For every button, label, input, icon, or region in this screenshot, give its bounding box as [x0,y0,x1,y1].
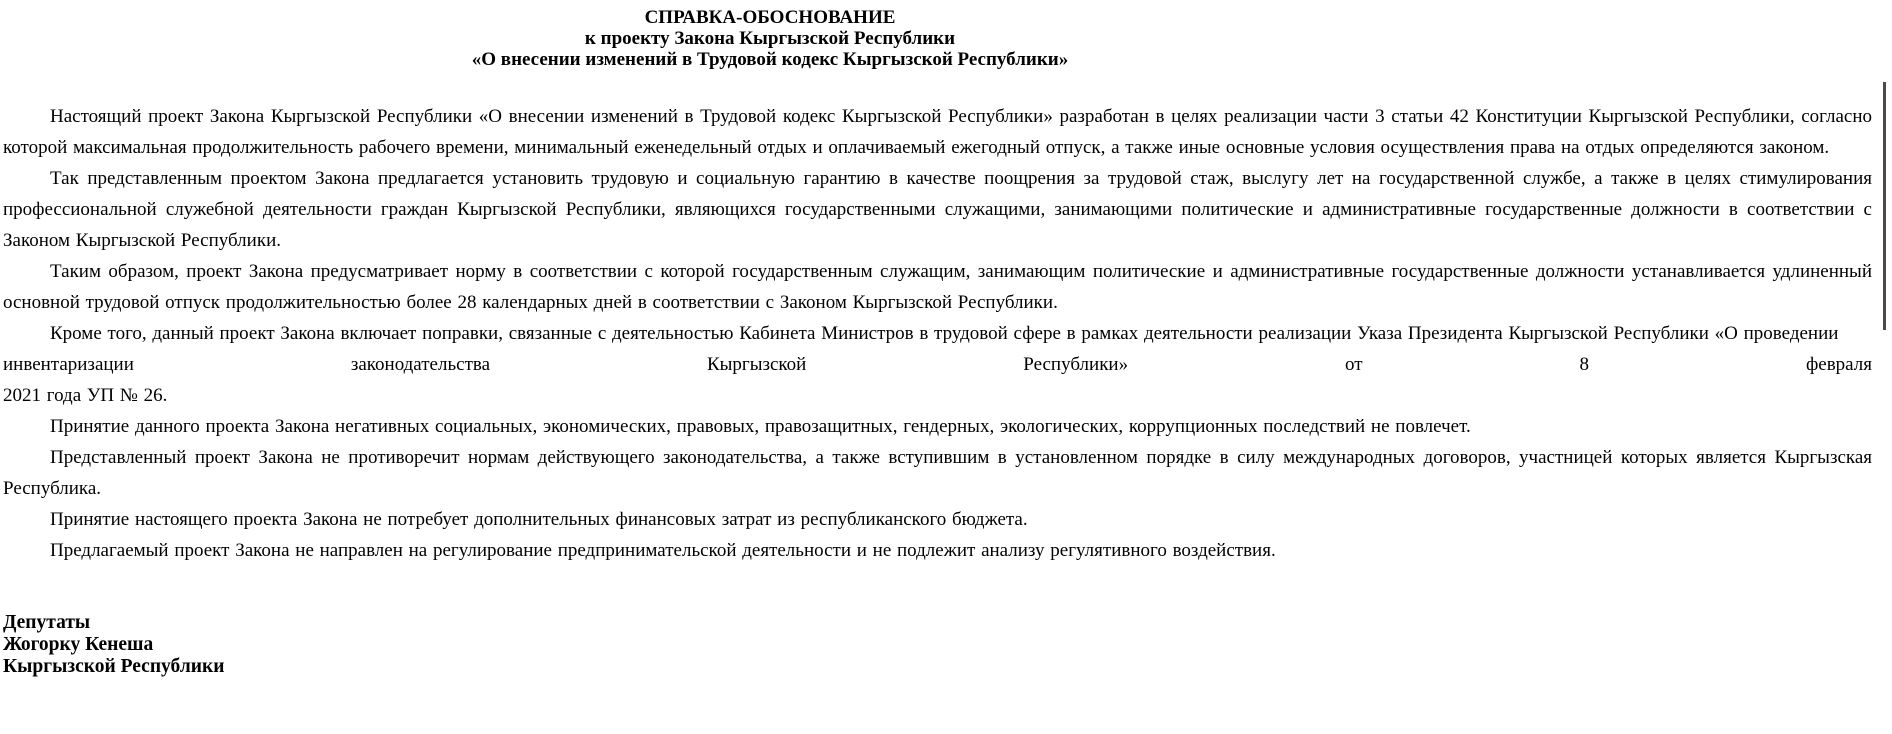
signature-block [0,612,1892,678]
paragraph-4-line-1: Кроме того, данный проект Закона включает поправки, связанные с деятельностью Кабинета Министров в трудовой сфере в рамках деятельности реализации Указа Президента Кыргызской Республики «О проведении [50,323,1839,344]
paragraph-4 [3,318,1872,411]
paragraph-5: Принятие данного проекта Закона негативных социальных, экономических, правовых, правозащитных, гендерных, экологических, коррупционных последствий не повлечет. [50,416,1471,437]
title-line-2: к проекту Закона Кыргызской Республики [584,28,956,49]
paragraph-1: Настоящий проект Закона Кыргызской Республики «О внесении изменений в Трудовой кодекс Кыргызской Республики» разработан в целях реализации части 3 статьи 42 Конституции Кыргызской Республики, согласно которой максимальная продолжительность рабочего времени, минимальный еженедельный отдых и оплачиваемый ежегодный отпуск, а также иные основные условия осуществления права на отдых определяются законом. [3,106,1872,158]
title-line-3: «О внесении изменений в Трудовой кодекс Кыргызской Республики» [471,49,1069,70]
document-title [0,0,1540,70]
paragraph-2: Так представленным проектом Закона предлагается установить трудовую и социальную гарантию в качестве поощрения за трудовой стаж, выслугу лет на государственной службе, а также в целях стимулирования профессиональной служебной деятельности граждан Кыргызской Республики, являющихся государственными служащими, занимающими политические и административные государственные должности в соответствии с Законом Кыргызской Республики. [3,168,1872,251]
scrollbar-thumb[interactable] [1883,82,1886,330]
paragraph-4-line-2: инвентаризации законодательства Кыргызской Республики» от 8 февраля [3,354,1872,375]
document-body [0,101,1892,566]
paragraph-8: Предлагаемый проект Закона не направлен на регулирование предпринимательской деятельности и не подлежит анализу регулятивного воздействия. [50,540,1276,561]
title-line-1: СПРАВКА-ОБОСНОВАНИЕ [644,7,896,28]
paragraph-6: Представленный проект Закона не противоречит нормам действующего законодательства, а также вступившим в установленном порядке в силу международных договоров, участницей которых является Кыргызская Республика. [3,447,1872,499]
signature-line-1: Депутаты [3,612,91,633]
paragraph-4-line-3: 2021 года УП № 26. [3,385,168,406]
paragraph-7: Принятие настоящего проекта Закона не потребует дополнительных финансовых затрат из республиканского бюджета. [50,509,1028,530]
signature-line-2: Жогорку Кенеша [3,634,154,655]
paragraph-3: Таким образом, проект Закона предусматривает норму в соответствии с которой государственным служащим, занимающим политические и административные государственные должности устанавливается удлиненный основной трудовой отпуск продолжительностью более 28 календарных дней в соответствии с Законом Кыргызской Республики. [3,261,1872,313]
signature-line-3: Кыргызской Республики [3,656,225,677]
